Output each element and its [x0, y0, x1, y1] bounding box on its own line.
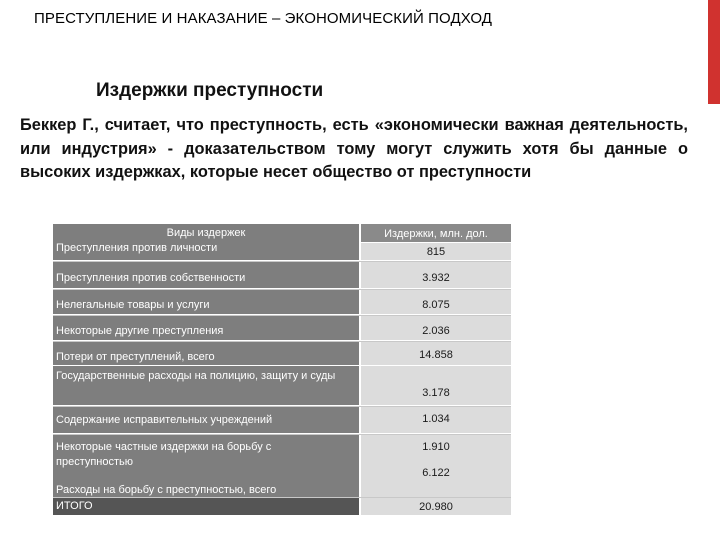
section-subtitle: Издержки преступности	[96, 80, 324, 101]
row-value: 14.858	[361, 342, 511, 365]
table-row-value	[53, 243, 511, 260]
row-value: 815	[361, 243, 511, 260]
table-header-value	[53, 224, 511, 242]
row-label: ИТОГО	[53, 498, 359, 515]
row-value: 2.036	[361, 316, 511, 340]
row-label: Расходы на борьбу с преступностью, всего	[56, 484, 277, 496]
table-row	[53, 290, 511, 314]
table-row	[53, 262, 511, 288]
table-row	[53, 316, 511, 340]
table-row	[53, 407, 511, 433]
row-value: 6.122	[422, 467, 450, 479]
accent-bar	[708, 0, 720, 104]
row-value: 20.980	[361, 498, 511, 515]
row-value: 8.075	[361, 290, 511, 314]
column-header-type: Виды издержек	[166, 227, 246, 239]
row-label: Некоторые другие преступления	[53, 316, 359, 340]
slide-title: ПРЕСТУПЛЕНИЕ И НАКАЗАНИЕ – ЭКОНОМИЧЕСКИЙ ПОДХОД	[34, 10, 493, 27]
row-label: Содержание исправительных учреждений	[53, 407, 359, 433]
column-header-value: Издержки, млн. дол.	[361, 224, 511, 242]
table-row-total	[53, 498, 511, 515]
row-label: Потери от преступлений, всего	[53, 342, 359, 365]
row-label: Преступления против личности	[56, 242, 218, 254]
table-row	[53, 366, 511, 405]
body-paragraph: Беккер Г., считает, что преступность, есть «экономически важная деятельность, или индустрия» - доказательством тому могут служить хотя бы данные о высоких издержках, которые несет общество от преступности	[20, 116, 688, 181]
table-row	[53, 482, 511, 497]
row-label: Некоторые частные издержки на борьбу с преступностью	[56, 441, 272, 468]
row-label: Государственные расходы на полицию, защиту и суды	[53, 366, 359, 405]
table-row	[53, 342, 511, 365]
row-value: 3.178	[361, 366, 511, 405]
row-label: Нелегальные товары и услуги	[53, 290, 359, 314]
row-label: Преступления против собственности	[53, 262, 359, 288]
row-value: 1.910	[422, 441, 450, 453]
row-value: 1.034	[361, 407, 511, 433]
row-value: 3.932	[361, 262, 511, 288]
